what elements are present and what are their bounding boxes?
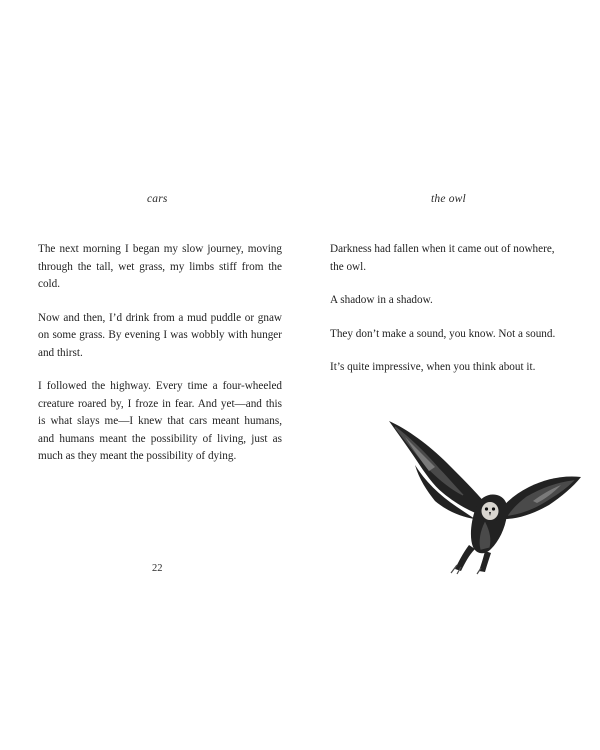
paragraph: It’s quite impressive, when you think about it. [330,361,536,373]
paragraph: They don’t make a sound, you know. Not a sound. [330,327,556,340]
left-page-body [38,241,282,482]
paragraph: Darkness had fallen when it came out of nowhere, the owl. [330,243,555,273]
owl-left-wing [389,421,485,519]
paragraph: Now and then, I’d drink from a mud puddle or gnaw on some grass. By evening I was wobbly with hunger and thirst. [38,311,282,359]
paragraph: The next morning I began my slow journey, moving through the tall, wet grass, my limbs stiff from the cold. [38,243,282,290]
paragraph: I followed the highway. Every time a four-wheeled creature roared by, I froze in fear. And yet—and this is what slays me—I knew that cars meant humans, and humans meant the possibility of living, just as much as they meant the possibility of dying. [38,380,282,462]
chapter-title-right: the owl [431,193,466,205]
right-page [300,0,600,750]
chapter-title-left: cars [147,193,168,205]
paragraph: A shadow in a shadow. [330,294,433,306]
page-number: 22 [152,563,163,574]
owl-illustration [385,415,585,575]
owl-head [477,498,503,522]
right-page-body [330,241,570,393]
owl-right-wing [499,476,581,519]
